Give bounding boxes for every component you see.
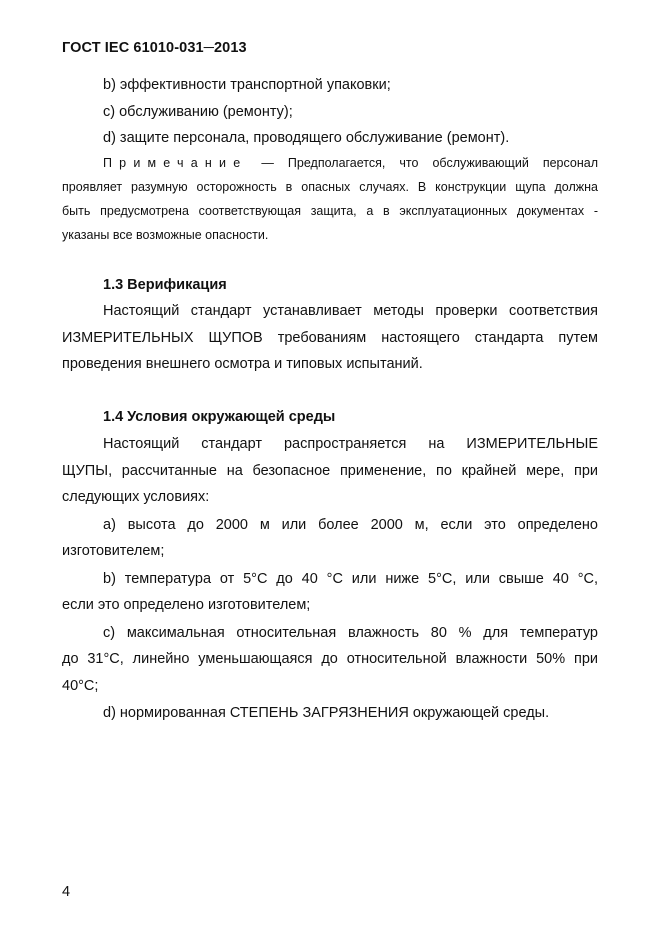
note-line-2: проявляет разумную осторожность в опасных случаях. В конструкции щупа должна: [62, 180, 598, 194]
note-line-4: указаны все возможные опасности.: [62, 228, 269, 242]
section-1-4-intro-line-2: ЩУПЫ, рассчитанные на безопасное применение, по крайней мере, при: [62, 463, 598, 479]
section-1-3-heading: 1.3 Верификация: [103, 277, 227, 293]
condition-c-line-2: до 31°C, линейно уменьшающаяся до относительной влажности 50% при: [62, 651, 598, 667]
section-1-3-line-1: Настоящий стандарт устанавливает методы проверки соответствия: [103, 303, 598, 319]
condition-a-line-1: a) высота до 2000 м или более 2000 м, если это определено: [103, 517, 598, 533]
condition-b-line-1: b) температура от 5°C до 40 °C или ниже 5°C, или свыше 40 °C,: [103, 571, 598, 587]
document-header: ГОСТ IEC 61010-031─2013: [62, 40, 247, 56]
list-item-c: c) обслуживанию (ремонту);: [103, 104, 293, 120]
section-1-3-line-2: ИЗМЕРИТЕЛЬНЫХ ЩУПОВ требованиям настоящего стандарта путем: [62, 330, 598, 346]
list-item-b: b) эффективности транспортной упаковки;: [103, 77, 391, 93]
note-line-1: [103, 156, 598, 170]
condition-c-line-3: 40°C;: [62, 678, 99, 694]
list-item-d: d) защите персонала, проводящего обслуживание (ремонт).: [103, 130, 510, 146]
section-1-4-intro-line-1: Настоящий стандарт распространяется на ИЗМЕРИТЕЛЬНЫЕ: [103, 436, 598, 452]
note-text-1: Предполагается, что обслуживающий персонал: [287, 156, 598, 170]
condition-c-line-1: c) максимальная относительная влажность 80 % для температур: [103, 625, 598, 641]
section-1-4-intro-line-3: следующих условиях:: [62, 489, 210, 505]
page-number: 4: [62, 884, 71, 900]
note-line-3: быть предусмотрена соответствующая защита, а в эксплуатационных документах -: [62, 204, 598, 218]
condition-d-line-1: d) нормированная СТЕПЕНЬ ЗАГРЯЗНЕНИЯ окружающей среды.: [103, 705, 550, 721]
condition-b-line-2: если это определено изготовителем;: [62, 597, 311, 613]
note-label: Примечание: [103, 156, 248, 170]
section-1-4-heading: 1.4 Условия окружающей среды: [103, 409, 336, 425]
section-1-3-line-3: проведения внешнего осмотра и типовых испытаний.: [62, 356, 423, 372]
note-dash: —: [261, 156, 274, 170]
condition-a-line-2: изготовителем;: [62, 543, 165, 559]
